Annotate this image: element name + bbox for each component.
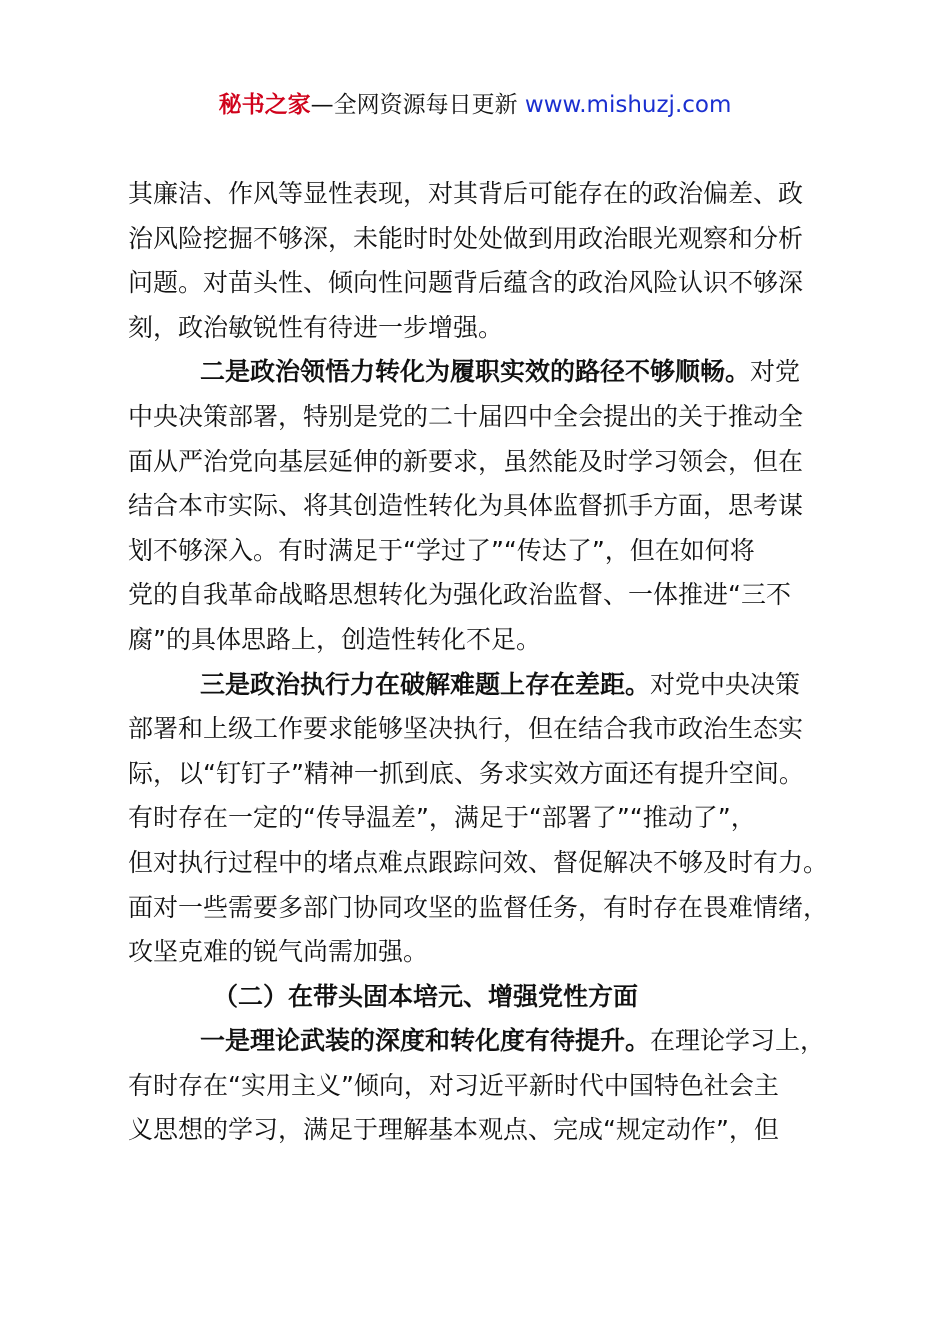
text-line: [128, 484, 832, 529]
bold-lead: 三是政治执行力在破解难题上存在差距。: [200, 669, 651, 699]
line-text: 中央决策部署，特别是党的二十届四中全会提出的关于推动全: [128, 401, 804, 431]
page-header: [0, 88, 950, 122]
text-line: [128, 841, 832, 886]
brand-name: 秘书之家: [218, 92, 311, 118]
bold-lead: 一是理论武装的深度和转化度有待提升。: [200, 1026, 651, 1056]
line-text: 对党中央决策: [650, 669, 801, 699]
text-line: [128, 306, 832, 351]
text-line: [128, 217, 832, 262]
text-line: [128, 796, 832, 841]
line-text: 对党: [750, 357, 801, 387]
document-body: [128, 172, 832, 1153]
text-line: [128, 1108, 832, 1153]
text-line: [128, 618, 832, 663]
section-heading-text: （二）在带头固本培元、增强党性方面: [213, 981, 639, 1011]
bold-lead: 二是政治领悟力转化为履职实效的路径不够顺畅。: [200, 357, 751, 387]
paragraph-start-line: [128, 1019, 832, 1064]
text-line: [128, 395, 832, 440]
line-text: 面从严治党向基层延伸的新要求，虽然能及时学习领会，但在: [128, 446, 804, 476]
line-text: 有时存在“实用主义”倾向，对习近平新时代中国特色社会主: [128, 1070, 779, 1100]
text-line: [128, 261, 832, 306]
line-text: 其廉洁、作风等显性表现，对其背后可能存在的政治偏差、政: [128, 179, 804, 208]
line-text: 际，以“钉钉子”精神一抓到底、务求实效方面还有提升空间。: [128, 758, 804, 788]
line-text: 刻，政治敏锐性有待进一步增强。: [128, 312, 504, 342]
line-text: 结合本市实际、将其创造性转化为具体监督抓手方面，思考谋: [128, 491, 804, 521]
text-line: [128, 1064, 832, 1109]
website-link[interactable]: www.mishuzj.com: [524, 92, 732, 118]
line-text: 攻坚克难的锐气尚需加强。: [128, 937, 429, 967]
line-text: 面对一些需要多部门协同攻坚的监督任务，有时存在畏难情绪，: [128, 892, 829, 922]
text-line: [128, 886, 832, 931]
line-text: 但对执行过程中的堵点难点跟踪问效、督促解决不够及时有力。: [128, 847, 829, 877]
text-line: [128, 440, 832, 485]
line-text: 划不够深入。有时满足于“学过了”“传达了”，但在如何将: [128, 535, 755, 565]
line-text: 部署和上级工作要求能够坚决执行，但在结合我市政治生态实: [128, 714, 804, 744]
line-text: 腐”的具体思路上，创造性转化不足。: [128, 624, 541, 654]
text-line: [128, 172, 832, 217]
text-line: [128, 707, 832, 752]
paragraph-start-line: [128, 663, 832, 708]
section-heading: [128, 975, 832, 1020]
text-line: [128, 573, 832, 618]
text-line: [128, 529, 832, 574]
line-text: 义思想的学习，满足于理解基本观点、完成“规定动作”，但: [128, 1115, 779, 1145]
line-text: 治风险挖掘不够深，未能时时处处做到用政治眼光观察和分析: [128, 223, 804, 253]
line-text: 有时存在一定的“传导温差”，满足于“部署了”“推动了”，: [128, 803, 756, 833]
text-line: [128, 752, 832, 797]
line-text: 党的自我革命战略思想转化为强化政治监督、一体推进“三不: [128, 580, 791, 610]
line-text: 在理论学习上，: [650, 1026, 826, 1056]
header-tagline: —全网资源每日更新: [310, 92, 525, 118]
line-text: 问题。对苗头性、倾向性问题背后蕴含的政治风险认识不够深: [128, 268, 804, 298]
paragraph-start-line: [128, 350, 832, 395]
text-line: [128, 930, 832, 975]
